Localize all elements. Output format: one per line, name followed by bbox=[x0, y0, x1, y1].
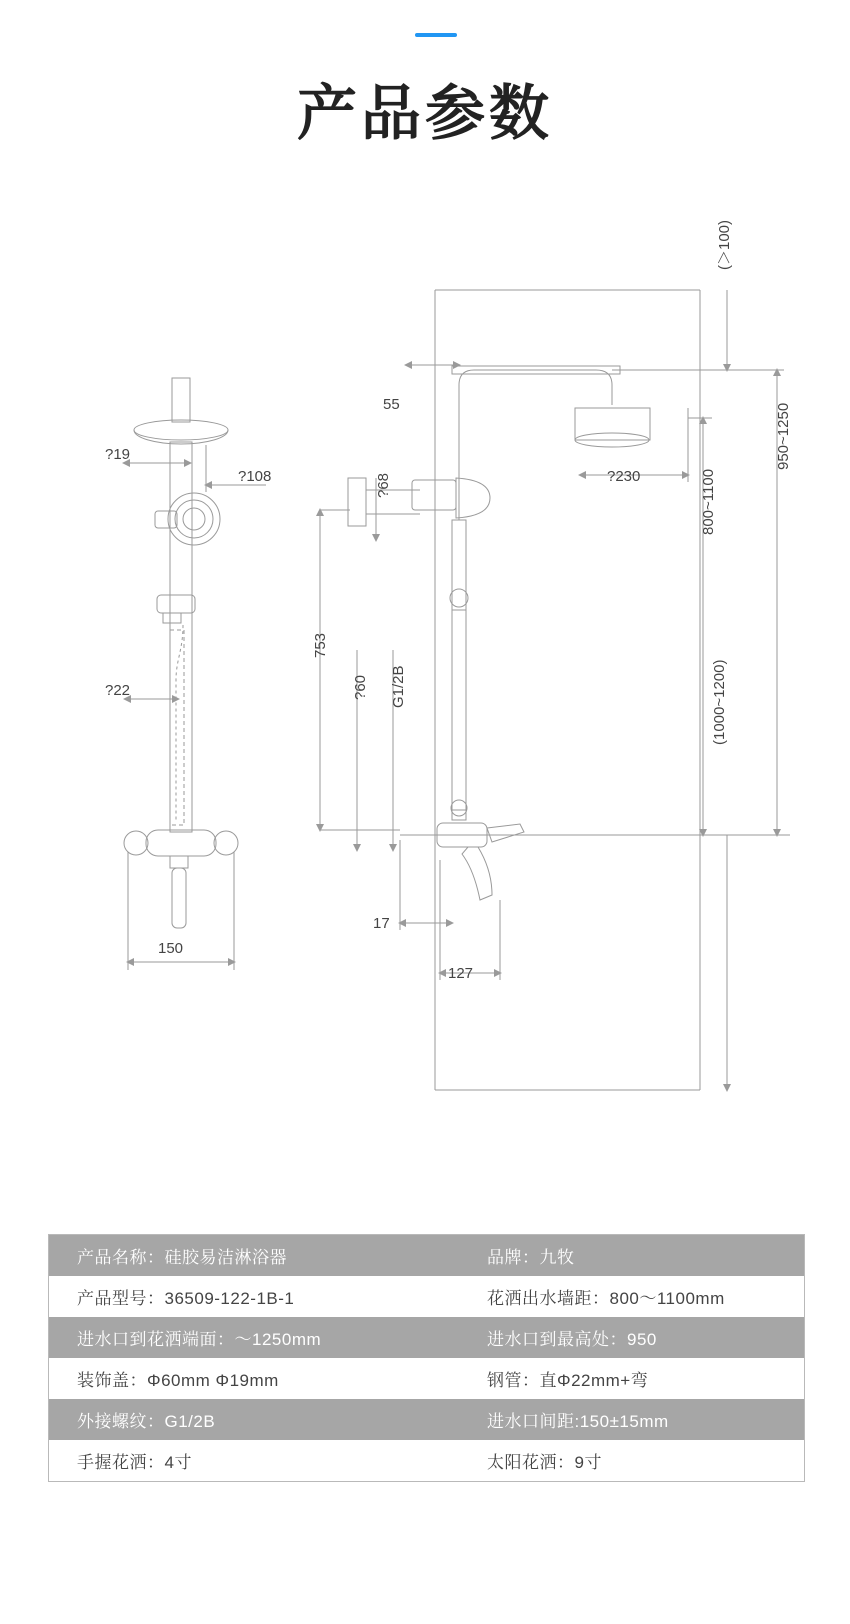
dim-right-1000-1200: (1000~1200) bbox=[711, 659, 728, 745]
dim-right-gt100: (＞100) bbox=[716, 219, 733, 270]
spec-cell-left: 产品型号：36509-122-1B-1 bbox=[77, 1289, 295, 1308]
dim-left-phi108: ?108 bbox=[238, 468, 272, 485]
table-row bbox=[49, 1358, 804, 1399]
dim-mid-phi60: ?60 bbox=[352, 674, 369, 700]
dim-mid-17: 17 bbox=[373, 915, 390, 932]
spec-cell-right: 进水口到最高处：950 bbox=[487, 1330, 657, 1349]
spec-cell-right: 花洒出水墙距：800～1100mm bbox=[487, 1289, 725, 1308]
technical-drawing bbox=[0, 180, 850, 1180]
spec-cell-left: 装饰盖：Φ60mm Φ19mm bbox=[77, 1371, 279, 1390]
dim-mid-g12b: G1/2B bbox=[390, 665, 407, 708]
dim-left-150: 150 bbox=[158, 940, 184, 957]
spec-cell-right: 钢管：直Φ22mm+弯 bbox=[487, 1371, 649, 1390]
dim-right-950-1250: 950~1250 bbox=[775, 402, 792, 470]
dim-mid-753: 753 bbox=[312, 632, 329, 658]
spec-cell-left: 手握花洒：4寸 bbox=[77, 1453, 192, 1472]
spec-cell-left: 产品名称：硅胶易洁淋浴器 bbox=[77, 1248, 287, 1267]
spec-cell-left: 进水口到花洒端面：～1250mm bbox=[77, 1330, 322, 1349]
table-row bbox=[49, 1440, 804, 1481]
dim-left-phi19: ?19 bbox=[105, 446, 131, 463]
spec-cell-left: 外接螺纹：G1/2B bbox=[77, 1412, 216, 1431]
dim-left-phi22: ?22 bbox=[105, 682, 131, 699]
table-row bbox=[49, 1276, 804, 1317]
dim-mid-55: 55 bbox=[383, 396, 400, 413]
page-title: 产品参数 bbox=[297, 80, 553, 147]
dim-mid-phi68: ?68 bbox=[375, 472, 392, 498]
spec-table bbox=[48, 1234, 805, 1482]
spec-cell-right: 品牌：九牧 bbox=[487, 1248, 575, 1267]
dim-right-phi230: ?230 bbox=[607, 468, 641, 485]
table-row bbox=[49, 1317, 804, 1358]
dim-mid-127: 127 bbox=[448, 965, 474, 982]
table-row bbox=[49, 1399, 804, 1440]
dim-right-800-1100: 800~1100 bbox=[700, 468, 717, 535]
spec-cell-right: 进水口间距:150±15mm bbox=[487, 1412, 669, 1431]
spec-cell-right: 太阳花洒：9寸 bbox=[487, 1453, 602, 1472]
table-row bbox=[49, 1235, 804, 1276]
accent-rule bbox=[415, 33, 457, 37]
